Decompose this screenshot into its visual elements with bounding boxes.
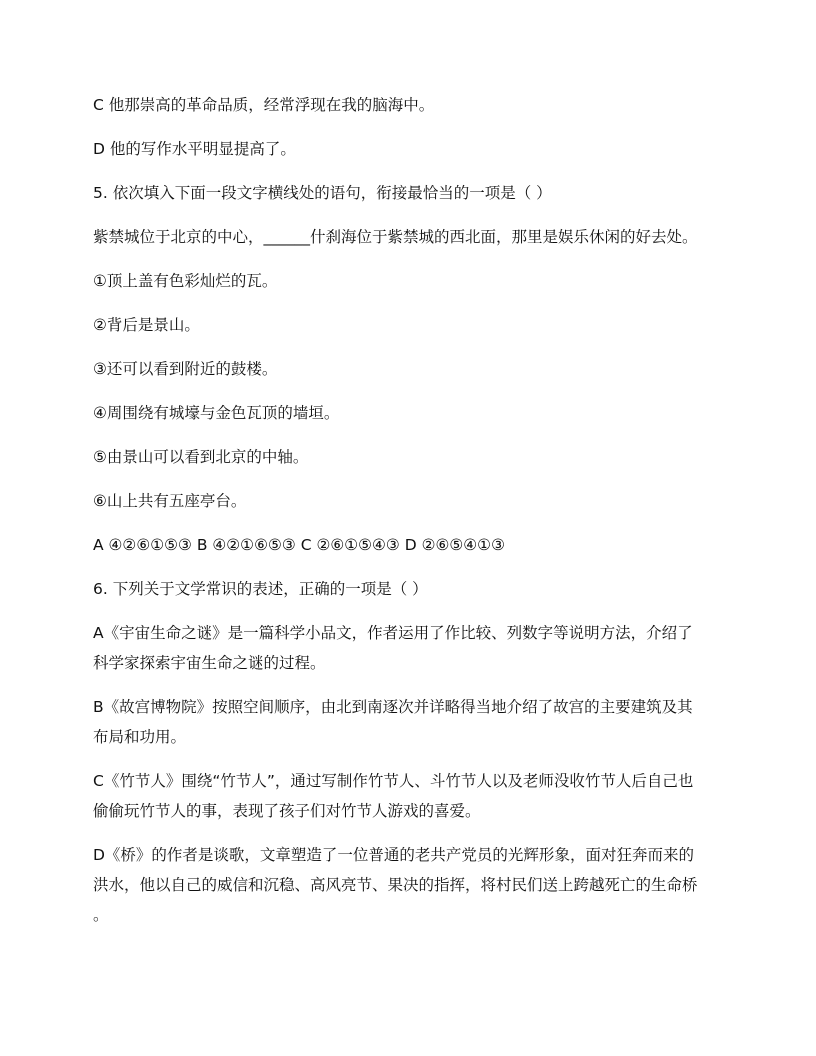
q6-option-b — [93, 692, 723, 752]
q6-option-c-line-1: C《竹节人》围绕“竹节人”，通过写制作竹节人、斗竹节人以及老师没收竹节人后自己也 — [93, 772, 694, 790]
q6-option-b-line-1: B《故宫博物院》按照空间顺序，由北到南逐次并详略得当地介绍了故宫的主要建筑及其 — [93, 698, 693, 716]
question-6-stem: 6. 下列关于文学常识的表述，正确的一项是（ ） — [93, 580, 428, 598]
q5-sentence-5: ⑤由景山可以看到北京的中轴。 — [93, 448, 309, 466]
q6-option-a-line-1: A《宇宙生命之谜》是一篇科学小品文，作者运用了作比较、列数字等说明方法，介绍了 — [93, 624, 693, 642]
q6-option-d-line-1: D《桥》的作者是谈歌，文章塑造了一位普通的老共产党员的光辉形象，面对狂奔而来的 — [93, 846, 694, 864]
q5-sentence-1: ①顶上盖有色彩灿烂的瓦。 — [93, 272, 278, 290]
q6-option-d-line-2: 洪水，他以自己的威信和沉稳、高风亮节、果决的指挥，将村民们送上跨越死亡的生命桥 — [93, 876, 698, 894]
option-d-q4: D 他的写作水平明显提高了。 — [93, 140, 296, 158]
q6-option-a-line-2: 科学家探索宇宙生命之谜的过程。 — [93, 654, 326, 672]
document-page — [93, 90, 723, 930]
question-5-options: A ④②⑥①⑤③ B ④②①⑥⑤③ C ②⑥①⑤④③ D ②⑥⑤④①③ — [93, 536, 505, 554]
q6-option-b-line-2: 布局和功用。 — [93, 728, 187, 746]
q6-option-c — [93, 766, 723, 826]
q5-sentence-6: ⑥山上共有五座亭台。 — [93, 492, 247, 510]
option-c-q4: C 他那崇高的革命品质，经常浮现在我的脑海中。 — [93, 96, 435, 114]
question-5-passage: 紫禁城位于北京的中心，______什刹海位于紫禁城的西北面，那里是娱乐休闲的好去处。 — [93, 228, 698, 246]
q5-sentence-3: ③还可以看到附近的鼓楼。 — [93, 360, 278, 378]
q5-sentence-2: ②背后是景山。 — [93, 316, 200, 334]
q6-option-d — [93, 840, 723, 930]
q6-option-c-line-2: 偷偷玩竹节人的事，表现了孩子们对竹节人游戏的喜爱。 — [93, 802, 481, 820]
q6-option-d-line-3: 。 — [93, 906, 109, 924]
q6-option-a — [93, 618, 723, 678]
q5-sentence-4: ④周围绕有城壕与金色瓦顶的墙垣。 — [93, 404, 340, 422]
question-5-stem: 5. 依次填入下面一段文字横线处的语句，衔接最恰当的一项是（ ） — [93, 184, 552, 202]
